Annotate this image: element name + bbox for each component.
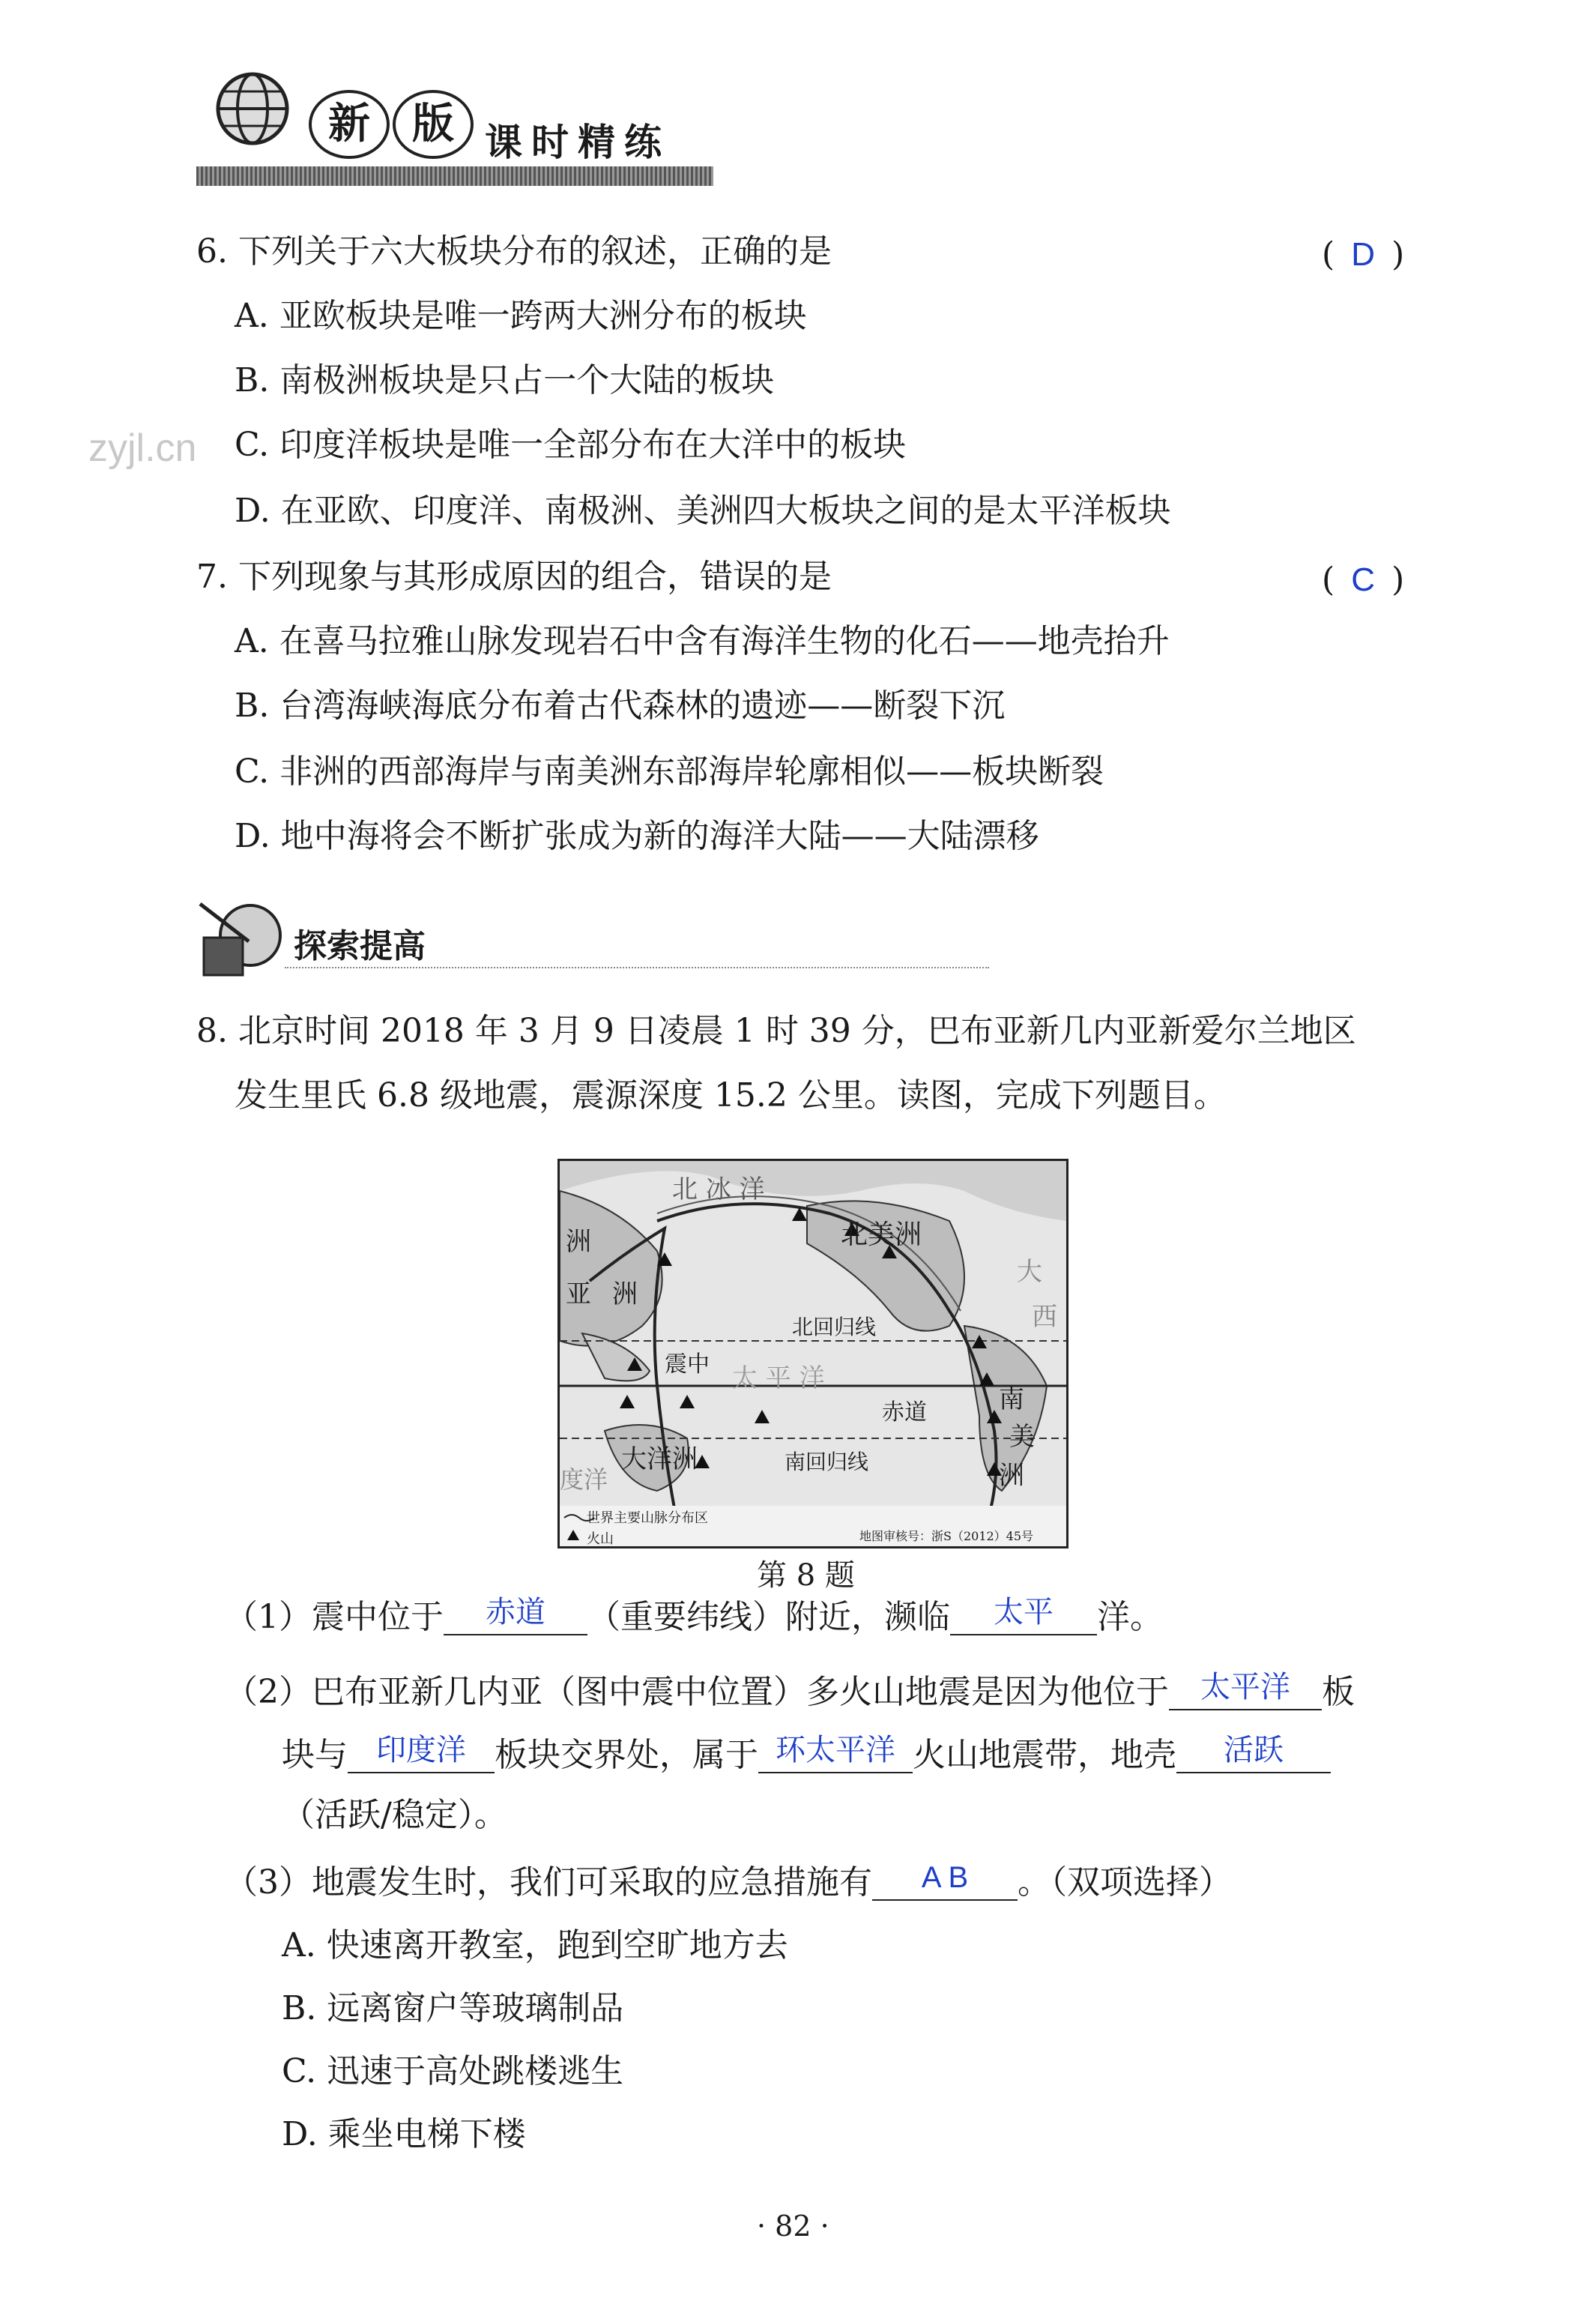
q6-answer-paren: ( D ) (1322, 235, 1405, 274)
map-label-south-america-2: 美 (1009, 1422, 1035, 1452)
section-badge-icon (196, 896, 286, 979)
q8-sub2-text-3: 块与 (282, 1736, 348, 1774)
q8-sub2-text-5: 火山地震带，地壳 (913, 1736, 1176, 1774)
q8-sub2-text-1: （2）巴布亚新几内亚（图中震中位置）多火山地震是因为他位于 (225, 1673, 1169, 1711)
q8-sub2-line3: （活跃/稳定）。 (282, 1796, 507, 1834)
map-label-epicenter: 震中 (665, 1351, 710, 1378)
q8-sub2-answer-1: 太平洋 (1200, 1671, 1290, 1704)
section-title: 探索提高 (294, 927, 426, 965)
map-label-atlantic-1: 大 (1017, 1257, 1042, 1287)
q8-sub1-blank-2 (950, 1596, 1097, 1635)
q8-sub1-answer-1: 赤道 (486, 1596, 545, 1629)
q8-sub3-text-1: （3）地震发生时，我们可采取的应急措施有 (225, 1863, 872, 1902)
q8-sub1-text-1: （1）震中位于 (225, 1598, 444, 1636)
q8-sub1-answer-2: 太平 (994, 1596, 1054, 1629)
map-label-arctic: 北 冰 洋 (672, 1174, 765, 1204)
watermark: zyjl.cn (88, 426, 197, 470)
q8-stem-line1: 8. 北京时间 2018 年 3 月 9 日凌晨 1 时 39 分，巴布亚新几内亚新爱尔兰地区 (196, 1012, 1356, 1050)
map-label-tropic-south: 南回归线 (785, 1450, 869, 1474)
q8-sub2-answer-3: 环太平洋 (776, 1734, 895, 1767)
map-label-south-america-3: 洲 (999, 1461, 1024, 1491)
q6-stem: 6. 下列关于六大板块分布的叙述，正确的是 (196, 232, 832, 271)
q8-sub2-text-2: 板 (1322, 1673, 1355, 1711)
map-label-tropic-north: 北回归线 (792, 1315, 877, 1339)
q8-sub3-blank-1 (872, 1861, 1018, 1901)
map-figure (557, 1159, 1068, 1548)
q8-stem-line2: 发生里氏 6.8 级地震，震源深度 15.2 公里。读图，完成下列题目。 (235, 1076, 1227, 1115)
q7-answer: C (1351, 561, 1376, 598)
map-label-asia-3: 洲 (612, 1279, 638, 1309)
q8-sub2-answer-4: 活跃 (1224, 1734, 1284, 1767)
q8-sub1 (225, 1596, 1163, 1636)
q8-sub3-option-c: C. 迅速于高处跳楼逃生 (282, 2052, 624, 2090)
section-underline (285, 967, 989, 968)
q8-sub3-option-a: A. 快速离开教室，跑到空旷地方去 (282, 1926, 788, 1964)
q8-sub2-blank-2 (348, 1734, 495, 1773)
map-label-south-america-1: 南 (999, 1384, 1024, 1414)
q8-sub3-answer-1: A B (921, 1861, 969, 1894)
q8-sub1-blank-1 (444, 1596, 587, 1635)
q6-option-b: B. 南极洲板块是只占一个大陆的板块 (235, 361, 775, 399)
figure-caption: 第 8 题 (757, 1558, 855, 1593)
map-review-number: 地图审核号：浙S（2012）45号 (859, 1529, 1034, 1543)
header-title: 课时精练 (485, 120, 671, 164)
q6-option-a: A. 亚欧板块是唯一跨两大洲分布的板块 (235, 297, 807, 335)
q8-sub2-blank-3 (758, 1734, 913, 1773)
q8-sub2-answer-2: 印度洋 (376, 1734, 466, 1767)
q8-sub1-text-3: 洋。 (1097, 1598, 1163, 1636)
map-label-asia-1: 洲 (566, 1227, 591, 1257)
q8-sub2-line2 (282, 1734, 1331, 1774)
world-map (560, 1161, 1066, 1546)
q8-sub3 (225, 1861, 1232, 1902)
globe-logo-icon (211, 67, 294, 150)
q8-sub2-blank-4 (1176, 1734, 1331, 1773)
map-label-asia-2: 亚 (566, 1279, 591, 1309)
map-label-pacific: 太 平 洋 (732, 1363, 825, 1393)
q6-option-d: D. 在亚欧、印度洋、南极洲、美洲四大板块之间的是太平洋板块 (235, 492, 1171, 530)
q7-option-a: A. 在喜马拉雅山脉发现岩石中含有海洋生物的化石——地壳抬升 (235, 622, 1170, 660)
q6-option-c: C. 印度洋板块是唯一全部分布在大洋中的板块 (235, 426, 907, 464)
q8-sub2-blank-1 (1169, 1671, 1322, 1710)
page-number: · 82 · (757, 2210, 829, 2243)
header-oval-new: 新 (309, 90, 390, 159)
header-bar (196, 166, 713, 186)
q8-sub3-option-d: D. 乘坐电梯下楼 (282, 2115, 526, 2153)
header-oval-edition: 版 (393, 90, 474, 159)
map-legend-volcano: 火山 (587, 1531, 614, 1547)
q8-sub2-text-4: 板块交界处，属于 (495, 1736, 758, 1774)
q7-stem: 7. 下列现象与其形成原因的组合，错误的是 (196, 558, 832, 596)
q8-sub2-line1 (225, 1671, 1355, 1711)
q7-option-c: C. 非洲的西部海岸与南美洲东部海岸轮廓相似——板块断裂 (235, 753, 1104, 791)
map-label-north-america: 北美洲 (841, 1219, 922, 1250)
q7-answer-paren: ( C ) (1322, 561, 1405, 599)
map-label-indian-ocean: 度洋 (560, 1465, 608, 1494)
q8-sub1-text-2: （重要纬线）附近，濒临 (587, 1598, 950, 1636)
q6-answer: D (1351, 236, 1376, 273)
map-label-atlantic-2: 西 (1032, 1302, 1057, 1332)
map-label-equator: 赤道 (882, 1399, 927, 1426)
map-legend-mountain: 世界主要山脉分布区 (587, 1510, 708, 1526)
map-label-oceania: 大洋洲 (621, 1444, 698, 1474)
q8-sub3-text-2: 。（双项选择） (1018, 1863, 1232, 1902)
q7-option-d: D. 地中海将会不断扩张成为新的海洋大陆——大陆漂移 (235, 817, 1039, 855)
q7-option-b: B. 台湾海峡海底分布着古代森林的遗迹——断裂下沉 (235, 687, 1006, 725)
q8-sub3-option-b: B. 远离窗户等玻璃制品 (282, 1989, 624, 2027)
